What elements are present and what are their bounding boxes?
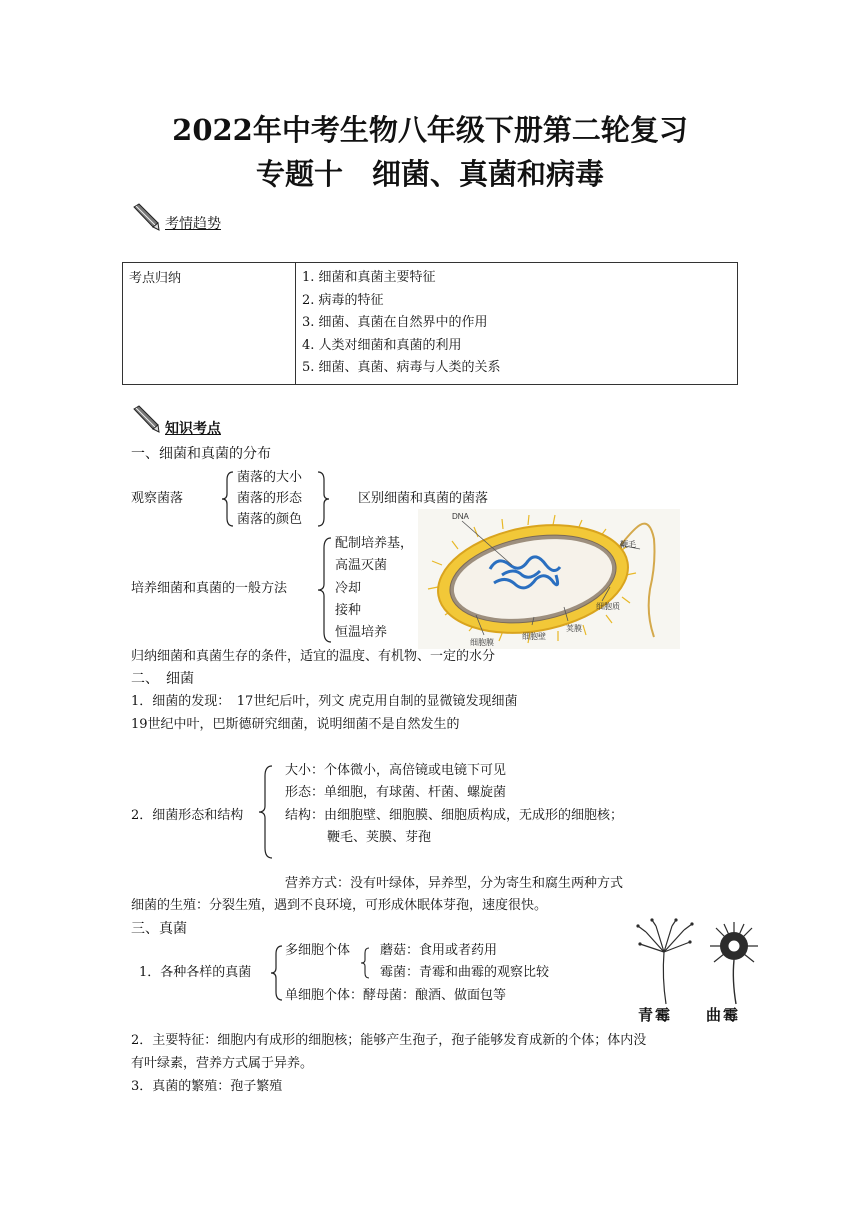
fungi-variety-label: 1．各种各样的真菌 [139,965,252,980]
pencil-icon [130,405,160,433]
label-cytoplasm: 细胞质 [596,602,620,611]
observe-label: 观察菌落 [131,491,184,506]
form-structure-label: 2．细菌形态和结构 [131,808,244,823]
page-title: 2022年中考生物八年级下册第二轮复习 [172,113,688,147]
mold-figure [632,918,760,1026]
culture-label: 培养细菌和真菌的一般方法 [131,581,288,596]
left-brace [258,764,274,860]
fungi-feature-line-2: 有叶绿素，营养方式属于异养。 [131,1056,314,1071]
fungi-reproduction: 3．真菌的繁殖：孢子繁殖 [131,1079,283,1094]
trend-item: 3. 细菌、真菌在自然界中的作用 [302,315,488,330]
section-3-title: 三、真菌 [131,921,187,937]
pencil-icon [130,203,160,231]
bacterium-diagram [418,509,680,649]
observe-result: 区别细菌和真菌的菌落 [358,491,489,506]
trend-table-items [296,263,738,385]
section-1-title: 一、细菌和真菌的分布 [131,446,271,462]
left-brace [270,944,284,1002]
bacteria-structure: 结构：由细胞壁、细胞膜、细胞质构成，无成形的细胞核； [285,808,624,823]
bacteria-shape: 形态：单细胞，有球菌、杆菌、螺旋菌 [285,785,507,800]
fungi-mold: 霉菌：青霉和曲霉的观察比较 [380,965,550,980]
observe-item: 菌落的大小 [237,470,303,485]
left-brace [317,536,333,644]
page-subtitle: 专题十 细菌、真菌和病毒 [255,157,604,191]
bacteria-nutrition: 营养方式：没有叶绿体，异养型，分为寄生和腐生两种方式 [285,876,624,891]
knowledge-heading: 知识考点 [165,421,221,437]
culture-item: 冷却 [335,581,362,596]
bacteria-structure-extra: 鞭毛、荚膜、芽孢 [327,830,432,845]
fungi-feature-line-1: 2．主要特征：细胞内有成形的细胞核；能够产生孢子，孢子能够发育成新的个体；体内没 [131,1033,647,1048]
fungi-multicellular: 多细胞个体 [285,943,351,958]
bacteria-size: 大小：个体微小，高倍镜或电镜下可见 [285,763,507,778]
label-capsule: 荚膜 [566,624,582,633]
bacteria-reproduction: 细菌的生殖：分裂生殖，遇到不良环境，可形成休眠体芽孢，速度很快。 [131,898,548,913]
trend-item: 5. 细菌、真菌、病毒与人类的关系 [302,360,501,375]
trend-item: 4. 人类对细菌和真菌的利用 [302,337,462,353]
trend-table [122,262,738,385]
culture-item: 恒温培养 [335,625,388,640]
right-brace [316,470,330,528]
label-dna: DNA [452,512,469,521]
trend-table-label: 考点归纳 [123,263,296,385]
label-cell-wall: 细胞壁 [522,632,546,641]
culture-item: 配制培养基， [335,536,414,551]
penicillium-label: 青霉 [638,1006,673,1024]
observe-item: 菌落的形态 [237,491,303,506]
observe-item: 菌落的颜色 [237,512,303,527]
fungi-single: 单细胞个体：酵母菌：酿酒、做面包等 [285,988,507,1003]
label-cell-membrane: 细胞膜 [470,638,494,647]
fungi-mushroom: 蘑菇：食用或者药用 [380,943,498,958]
left-brace [360,946,370,980]
left-brace [221,470,235,528]
culture-item: 接种 [335,603,362,618]
discovery-line-2: 19世纪中叶，巴斯德研究细菌，说明细菌不是自然发生的 [131,717,460,732]
trend-item: 1. 细菌和真菌主要特征 [302,270,436,285]
trend-heading: 考情趋势 [165,216,221,232]
trend-item: 2. 病毒的特征 [302,292,384,308]
section-2-title: 二、 细菌 [131,671,194,687]
discovery-line-1: 1．细菌的发现： 17世纪后叶，列文 虎克用自制的显微镜发现细菌 [131,694,518,709]
aspergillus-label: 曲霉 [706,1006,741,1024]
culture-item: 高温灭菌 [335,558,388,573]
conditions-text: 归纳细菌和真菌生存的条件，适宜的温度、有机物、一定的水分 [131,649,496,664]
label-flagellum: 鞭毛 [620,540,636,549]
